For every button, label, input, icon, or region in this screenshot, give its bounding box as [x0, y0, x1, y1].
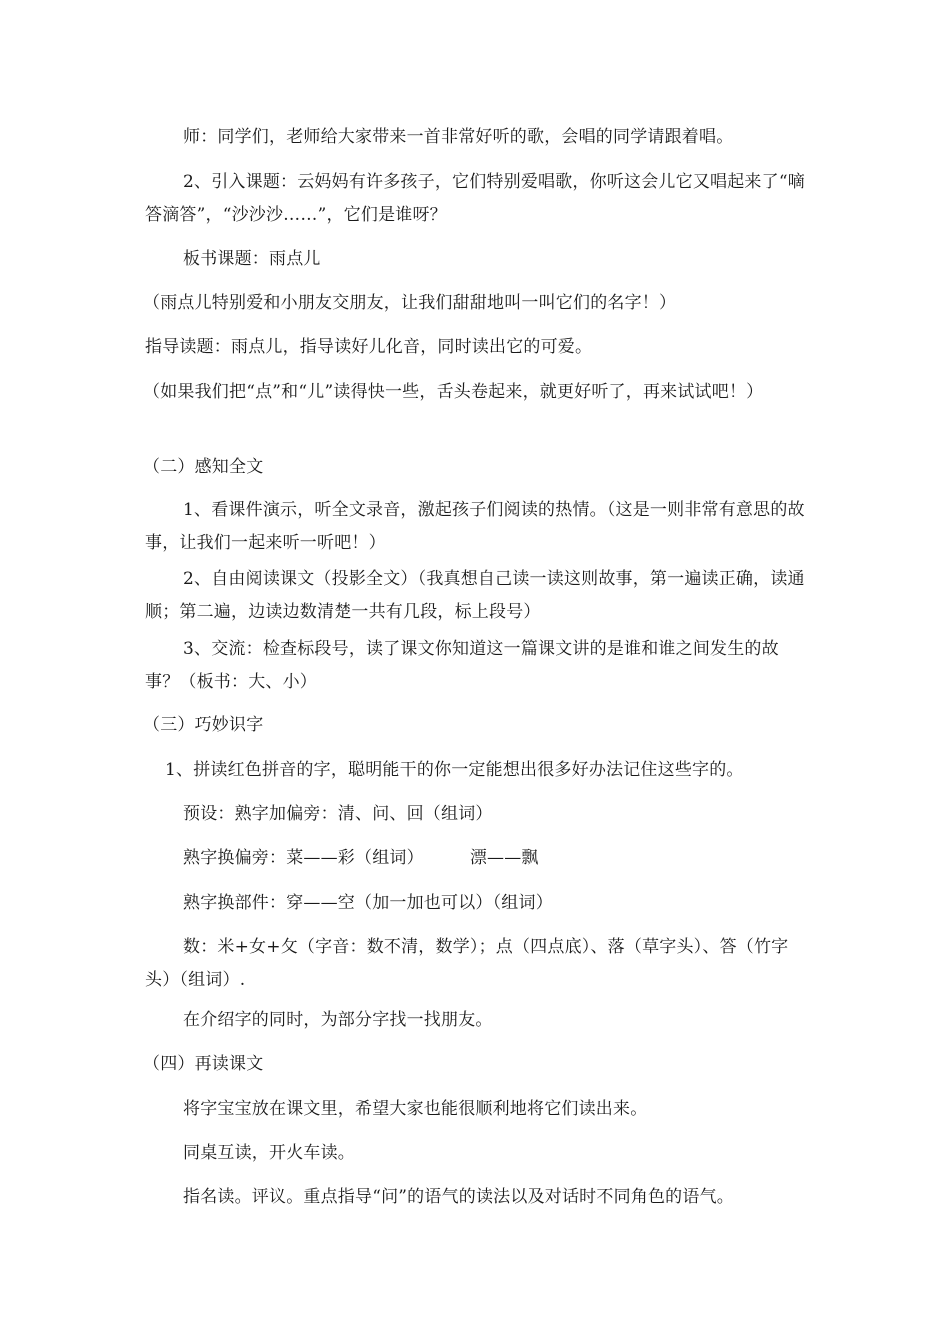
paragraph-board-title: 板书课题：雨点儿: [183, 249, 321, 269]
paragraph-teacher-intro: 师：同学们，老师给大家带来一首非常好听的歌，会唱的同学请跟着唱。: [183, 127, 734, 147]
paragraph-call-names: （雨点儿特别爱和小朋友交朋友，让我们甜甜地叫一叫它们的名字！）: [143, 293, 677, 313]
paragraph-free-reading: 2、自由阅读课文（投影全文）（我真想自己读一读这则故事，第一遍读正确，读通顺；第二遍，边读边数清楚一共有几段，标上段号）: [145, 569, 805, 622]
section-heading-reread-text: （四）再读课文: [143, 1054, 264, 1074]
change-radical-example-2: 漂——飘: [469, 848, 539, 868]
section-heading-clever-literacy: （三）巧妙识字: [143, 715, 264, 735]
paragraph-exchange: 3、交流：检查标段号，读了课文你知道这一篇课文讲的是谁和谁之间发生的故事？（板书：大、小）: [145, 639, 779, 692]
paragraph-watch-courseware: 1、看课件演示，听全文录音，激起孩子们阅读的热情。（这是一则非常有意思的故事，让我们一起来听一听吧！）: [145, 500, 805, 553]
paragraph-change-component: 熟字换部件：穿——空（加一加也可以）（组词）: [183, 893, 553, 913]
change-radical-example-1: 熟字换偏旁：菜——彩（组词）: [183, 848, 424, 868]
section-heading-perceive-full-text: （二）感知全文: [143, 457, 264, 477]
paragraph-name-reading: 指名读。评议。重点指导“问”的语气的读法以及对话时不同角色的语气。: [183, 1187, 734, 1207]
paragraph-spell-red-pinyin: 1、拼读红色拼音的字，聪明能干的你一定能想出很多好办法记住这些字的。: [165, 760, 744, 780]
paragraph-change-radical: [145, 842, 810, 875]
paragraph-shu-character: 数：米+女+攵（字音：数不清，数学）；点（四点底）、落（草字头）、答（竹字头）（组词）.: [145, 937, 789, 990]
paragraph-guide-reading-title: 指导读题：雨点儿，指导读好儿化音，同时读出它的可爱。: [145, 337, 593, 357]
paragraph-lead-in-topic: 2、引入课题：云妈妈有许多孩子，它们特别爱唱歌，你听这会儿它又唱起来了“嘀答滴答”，“沙沙沙……”，它们是谁呀？: [145, 172, 805, 225]
paragraph-erhua-tip: （如果我们把“点”和“儿”读得快一些，舌头卷起来，就更好听了，再来试试吧！）: [143, 382, 764, 402]
paragraph-preset-add-radical: 预设：熟字加偏旁：清、问、回（组词）: [183, 804, 493, 824]
paragraph-characters-in-text: 将字宝宝放在课文里，希望大家也能很顺利地将它们读出来。: [183, 1099, 648, 1119]
paragraph-find-friends: 在介绍字的同时，为部分字找一找朋友。: [183, 1010, 493, 1030]
paragraph-desk-mate-reading: 同桌互读，开火车读。: [183, 1143, 355, 1163]
